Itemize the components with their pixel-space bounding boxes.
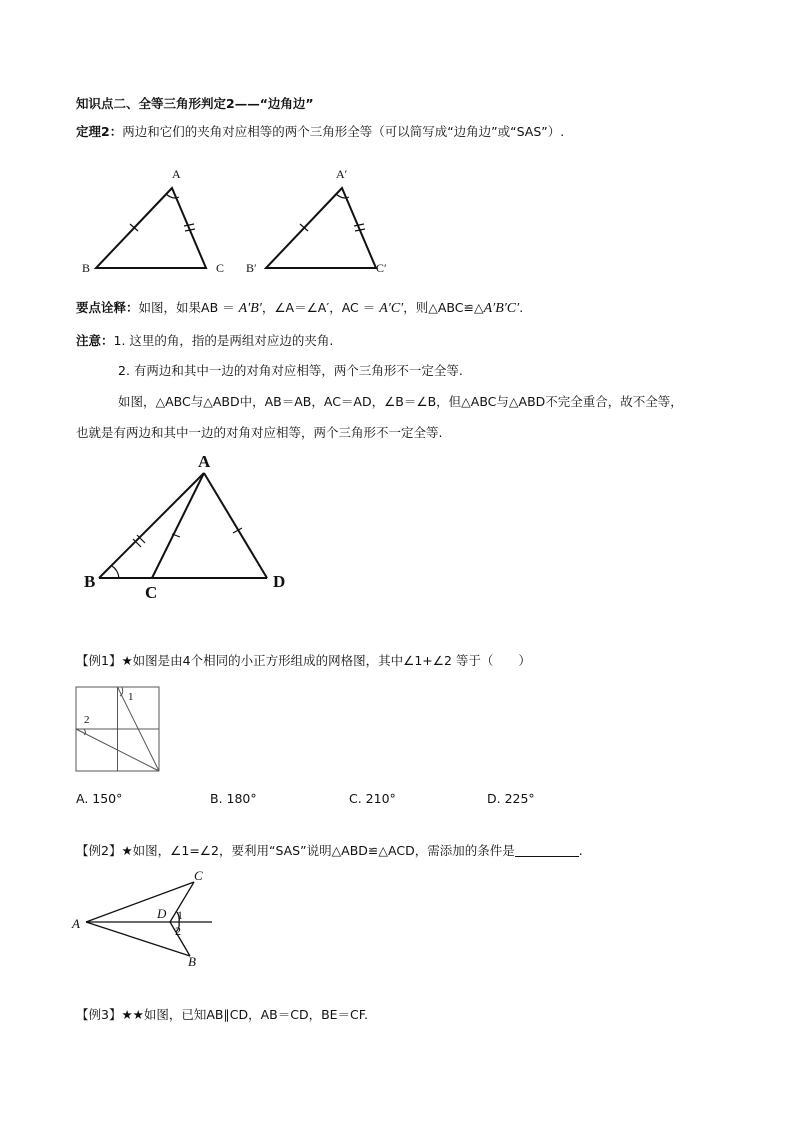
fig2-label-d: D [273,572,286,591]
key-points-expr-1: A′B′ [238,301,262,316]
notes-prefix: 注意： [76,333,114,348]
kite-label-b: B [188,954,196,969]
label-c-prime: C′ [376,261,387,275]
example-1-stars: ★ [121,653,133,668]
key-points-expr-3: A′B′C′ [483,301,520,316]
label-b-prime: B′ [246,261,257,275]
kite-label-2: 2 [175,924,181,938]
key-points-text-1: 如图，如果AB ＝ [138,300,235,315]
kite-label-c: C [194,868,203,883]
example-3-stars: ★★ [121,1007,144,1022]
example-3-tag: 【例3】 [76,1007,122,1022]
fig2-label-b: B [84,572,96,591]
label-a-prime: A′ [336,167,348,181]
theorem-text: 两边和它们的夹角对应相等的两个三角形全等（可以简写成“边角边”或“SAS”）. [122,124,565,139]
section-title: 知识点二、全等三角形判定2——“边角边” [76,96,314,111]
note-paragraph-line-1: 如图，△ABC与△ABD中，AB＝AB，AC＝AD，∠B＝∠B，但△ABC与△ABD不完全重合，故不全等， [118,394,683,409]
note-2: 2. 有两边和其中一边的对角对应相等，两个三角形不一定全等. [118,363,463,378]
fig2-label-c: C [145,583,158,602]
example-2-end: . [578,843,583,858]
option-b[interactable]: B. 180° [210,791,257,806]
kite-label-a: A [72,916,80,931]
angle-1-label: 1 [128,691,134,703]
option-d[interactable]: D. 225° [487,791,535,806]
example-1-text: 如图是由4个相同的小正方形组成的网格图，其中∠1+∠2 等于（ ） [132,653,531,668]
example-3-question [76,1007,368,1023]
key-points-prefix: 要点诠释： [76,300,139,315]
option-c[interactable]: C. 210° [349,791,396,806]
note-paragraph-line-2: 也就是有两边和其中一边的对角对应相等，两个三角形不一定全等. [76,425,443,440]
option-a[interactable]: A. 150° [76,791,123,806]
label-b: B [82,261,91,275]
key-points-text-4: . [519,300,524,315]
example-1-tag: 【例1】 [76,653,122,668]
label-c: C [216,261,225,275]
fig2-label-a: A [198,452,211,471]
theorem-prefix: 定理2： [76,124,123,139]
note-1: 1. 这里的角，指的是两组对应边的夹角. [113,333,334,348]
example-2-stars: ★ [121,843,133,858]
key-points-text-2: ，∠A＝∠A′，AC ＝ [261,300,376,315]
example-2-tag: 【例2】 [76,843,122,858]
key-points-expr-2: A′C′ [379,301,404,316]
label-a: A [172,167,181,181]
angle-2-label: 2 [84,714,90,726]
example-2-text: 如图，∠1=∠2，要利用“SAS”说明△ABD≌△ACD，需添加的条件是 [132,843,515,858]
kite-label-d: D [157,906,167,921]
key-points-text-3: ，则△ABC≌△ [403,300,484,315]
example-3-text: 如图，已知AB∥CD，AB＝CD，BE＝CF. [143,1007,368,1022]
kite-label-1: 1 [177,908,183,922]
